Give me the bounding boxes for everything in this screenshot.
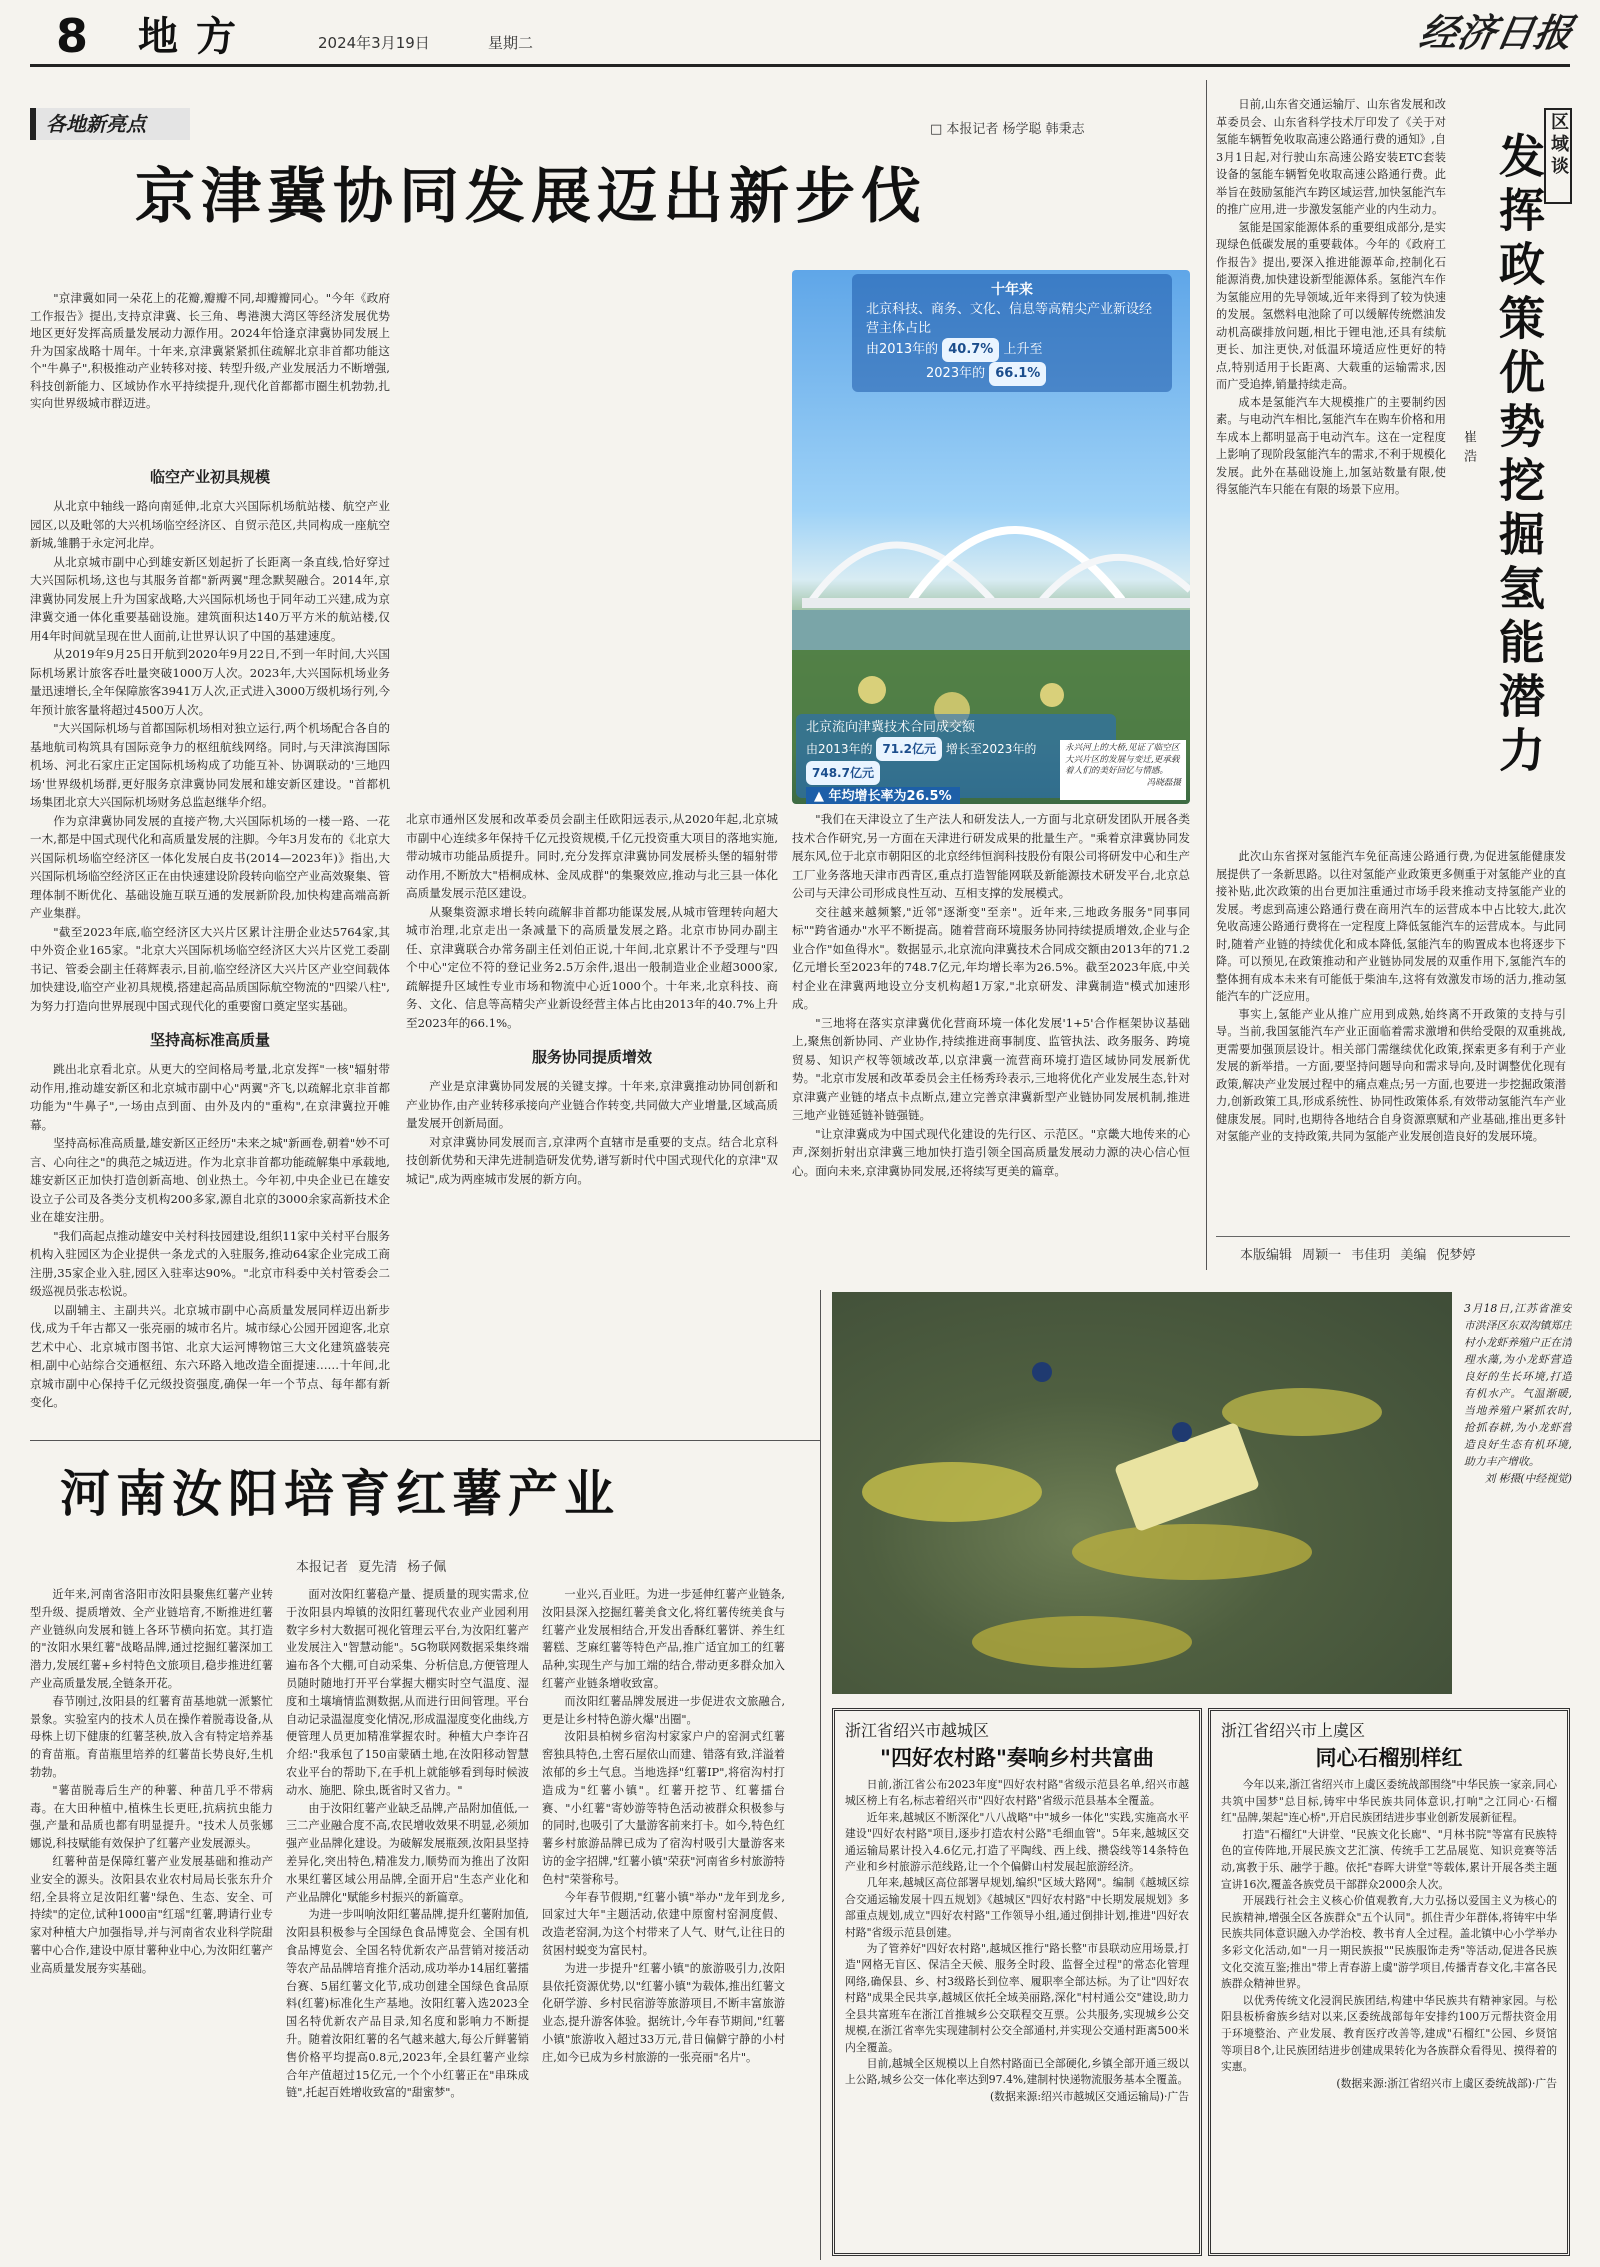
worker [1172,1422,1192,1442]
paragraph: 从聚集资源求增长转向疏解非首都功能谋发展,从城市管理转向超大城市治理,北京走出一条减量下的高质量发展之路。北京市协同办副主任、京津冀联合办常务副主任刘伯正说,十年间,北京累计不予受理与"四个中心"定位不符的登记业务2.5万余件,退出一般制造业企业超3000家,疏解提升区域性专业市场和物流中心近1000个。十年来,北京科技、商务、文化、信息等高精尖产业新设经营主体占比由2013年的40.7%上升至2023年的66.1%。 [406,904,778,1030]
paragraph: 坚持高标准高质量,雄安新区正经历"未来之城"新画卷,朝着"妙不可言、心向往之"的典范之城迈进。作为北京非首都功能疏解集中承载地,雄安新区正加快打造创新高地、创业热土。今年初,中央企业已在雄安设立子公司及各类分支机构200多家,源自北京的3000余家高新技术企业在雄安注册。 [30,1136,390,1224]
yuecheng-source [845,2089,1189,2105]
paragraph: "三地将在落实京津冀优化营商环境一体化发展'1+5'合作框架协议基础上,聚焦创新协同、产业协作,持续推进商事制度、监管执法、政务服务、跨境贸易、知识产权等领域改革,以京津冀一流营商环境打造区域协同发展新优势。"北京市发展和改革委员会主任杨秀玲表示,三地将优化产业发展生态,针对京津冀产业链的堵点卡点断点,建立完善京津冀新型产业链协同发展机制,推进三地产业链延链补链强链。 [792,1015,1190,1122]
section-divider [30,1440,820,1441]
shangyu-region: 浙江省绍兴市上虞区 [1221,1721,1366,1740]
paragraph: 北京市通州区发展和改革委员会副主任欧阳远表示,从2020年起,北京城市副中心连续多年保持千亿元投资规模,千亿元投资重大项目的落地实施,带动城市功能品质提升。同时,充分发挥京津冀协同发展桥头堡的辐射带动作用,不断放大"梧桐成林、金凤成群"的集聚效应,推动与北三县一体化高质量发展示范区建设。 [406,812,778,900]
page-number: 8 [56,9,89,63]
paragraph: 氢能是国家能源体系的重要组成部分,是实现绿色低碳发展的重要载体。今年的《政府工作报告》提出,要深入推进能源革命,控制化石能源消费,加快建设新型能源体系。氢能汽车作为氢能应用的先导领域,近年来得到了较为快速的发展。氢燃料电池除了可以缓解传统燃油发动机高碳排放问题,相比于锂电池,还具有续航更长、加注更快,对低温环境适应性更好的特点,特别适用于长距离、大载重的运输需求,因而广受追捧,销量持续走高。 [1216,220,1446,391]
shangyu-ad-mark: ·广告 [1531,2076,1557,2090]
lead-headline: 京津冀协同发展迈出新步伐 [135,162,927,232]
yuecheng-ad-mark: ·广告 [1163,2089,1189,2103]
algae-patch [862,1462,1042,1522]
paragraph: 春节刚过,汝阳县的红薯育苗基地就一派繁忙景象。实验室内的技术人员在操作着脱毒设备,从母株上切下健康的红薯茎秧,放入含有特定培养基的育苗瓶。育苗瓶里培养的红薯苗长势良好,生机勃勃。 [30,1694,273,1779]
paragraph: 事实上,氢能产业从推广应用到成熟,始终离不开政策的支持与引导。当前,我国氢能汽车产业正面临着需求激增和供给受限的双重挑战,更需要加强顶层设计。相关部门需继续优化政策,探索更多有利于产业发展的新举措。一方面,要坚持问题导向和需求导向,及时调整优化现有政策,解决产业发展过程中的痛点难点;另一方面,也要进一步挖掘政策潜力,创新政策工具,形成系统性、协同性政策体系,有效带动氢能汽车产业健康发展。同时,也期待各地结合自身资源禀赋和产业基础,推出更多针对氢能产业的支持政策,共同为氢能产业发展创造良好的发展环境。 [1216,1007,1566,1143]
column-divider [1206,80,1207,1270]
worker [1032,1362,1052,1382]
paragraph: 目前,越城全区规模以上自然村路面已全部硬化,乡镇全部开通三级以上公路,城乡公交一体化率达到97.4%,建制村快递物流服务基本全覆盖。 [845,2056,1189,2087]
paragraph: 红薯种苗是保障红薯产业发展基础和推动产业安全的源头。汝阳县农业农村局局长张东升介绍,全县将立足汝阳红薯"绿色、生态、安全、可持续"的定位,试种1000亩"红瑶"红薯,聘请行业专家对种植大户加强指导,并与河南省农业科学院甜薯中心合作,建设中原甘薯种业中心,为汝阳红薯产业高质量发展夯实基础。 [30,1854,273,1975]
pond-illustration [832,1292,1452,1694]
stat-top-from-value: 40.7% [942,338,999,362]
paragraph: 面对汝阳红薯稳产量、提质量的现实需求,位于汝阳县内埠镇的汝阳红薯现代农业产业园利用数字乡村大数据可视化管理云平台,为汝阳红薯产业发展注入"智慧动能"。5G物联网数据采集终端遍布各个大棚,可自动采集、分析信息,方便管理人员随时随地打开平台掌握大棚实时空气温度、湿度和土壤墒情监测数据,从而进行田间管理。平台自动记录温湿度变化情况,形成温湿度变化曲线,方便管理人员更加精准掌握农时。种植大户李许召介绍:"我承包了150亩蒙硒土地,在汝阳移动智慧农业平台的帮助下,在手机上就能够看到每时候波动水、施肥、除虫,既省时又省力。" [286,1588,529,1797]
photo-caption-box [1060,740,1186,800]
lead-column-1 [30,466,390,1436]
paragraph: 从北京城市副中心到雄安新区划起折了长距离一条直线,恰好穿过大兴国际机场,这也与其服务首都"新两翼"理念默契融合。2014年,京津冀协同发展上升为国家战略,大兴国际机场也于同年动工兴建,成为京津冀交通一体化重要基础设施。建筑面积达140万平方米的航站楼,仅用4年时间就呈现在世人面前,让世界认识了中国的基建速度。 [30,554,390,643]
paragraph: 为进一步提升"红薯小镇"的旅游吸引力,汝阳县依托资源优势,以"红薯小镇"为载体,推出红薯文化研学游、乡村民宿游等旅游项目,不断丰富旅游业态,提升游客体验。据统计,今年春节期间,"红薯小镇"旅游收入超过33万元,昔日偏僻宁静的小村庄,如今已成为乡村旅游的一张亮丽"名片"。 [542,1961,785,2064]
paragraph: 几年来,越城区高位部署早规划,编织"区域大路网"。编制《越城区综合交通运输发展十四五规划》《越城区"四好农村路"中长期发展规划》多部重点规划,成立"四好农村路"工作领导小组,通过倒排计划,推进"四好农村路"省级示范县创建。 [845,1876,1189,1939]
stat-bottom-text: 北京流向津冀技术合同成交额 [806,720,976,735]
stat-top-row2 [866,362,1158,386]
paragraph: 近年来,越城区不断深化"八八战略"中"城乡一体化"实践,实施高水平建设"四好农村路"项目,逐步打造农村公路"毛细血管"。5年来,越城区交通运输局累计投入4.6亿元,打造了平陶线、西上线、攒袋线等14条特色产业和乡村旅游示范线路,让一个个偏僻山村发展起旅游经济。 [845,1810,1189,1874]
paragraph: 由于汝阳红薯产业缺乏品牌,产品附加值低,一三二产业融合度不高,农民增收效果不明显,必须加强产业品牌化建设。为破解发展瓶颈,汝阳县坚持差异化,突出特色,精准发力,顺势而为推出了汝阳水果红薯区域公用品牌,全面开启"生态产业化和产业品牌化"赋能乡村振兴的新篇章。 [286,1801,529,1904]
henan-headline: 河南汝阳培育红薯产业 [60,1465,620,1523]
stat-bottom-to-value: 748.7亿元 [806,761,880,785]
paragraph: 日前,浙江省公布2023年度"四好农村路"省级示范县名单,绍兴市越城区榜上有名,标志着绍兴市"四好农村路"省级示范县基本全覆盖。 [845,1778,1189,1808]
paragraph: 近年来,河南省洛阳市汝阳县聚焦红薯产业转型升级、提质增效、全产业链培育,不断推进红薯产业链纵向发展和链上各环节横向拓宽。其打造的"汝阳水果红薯"战略品牌,通过挖掘红薯深加工潜力,发展红薯+乡村特色文旅项目,稳步推进红薯产业高质量发展,全链条开花。 [30,1588,273,1690]
paragraph: 日前,山东省交通运输厅、山东省发展和改革委员会、山东省科学技术厅印发了《关于对氢能车辆暂免收取高速公路通行费的通知》,自3月1日起,对行驶山东高速公路安装ETC套装设备的氢能车辆暂免收取高速公路通行费。此举旨在鼓励氢能汽车跨区域运营,加快氢能汽车的推广应用,进一步激发氢能产业的内生动力。 [1216,98,1446,216]
column-divider [820,1290,821,2260]
algae-patch [972,1616,1192,1668]
stat-bottom-rate-text: 年均增长率为26.5% [828,789,952,804]
paragraph: 今年以来,浙江省绍兴市上虞区委统战部围绕"中华民族一家亲,同心共筑中国梦"总目标,铸牢中华民族共同体意识,打响"之江同心·石榴红"品牌,架起"连心桥",开启民族团结进步事业创新发展新征程。 [1221,1778,1557,1825]
algae-patch [1072,1524,1312,1580]
paragraph: 跳出北京看北京。从更大的空间格局考量,北京发挥"一核"辐射带动作用,推动雄安新区和北京城市副中心"两翼"齐飞,以疏解北京非首都功能为"牛鼻子",一场由点到面、由外及内的"重构",在京津冀拉开帷幕。 [30,1062,390,1132]
section-heading: 临空产业初具规模 [149,468,270,486]
paragraph: 汝阳县柏树乡宿沟村家家户户的窑洞式红薯窖独具特色,土窖石屋依山而建、错落有致,洋溢着浓郁的乡土气息。当地选择"红薯IP",将宿沟村打造成为"红薯小镇"。红薯开挖节、红薯擂台赛、"小红薯"寄妙游等特色活动被群众积极参与的同时,也吸引了大量游客前来打卡。如今,特色红薯乡村旅游品牌已成为了宿沟村吸引大量游客来访的金字招牌,"红薯小镇"荣获"河南省乡村旅游特色村"荣誉称号。 [542,1730,785,1886]
paragraph: 从北京中轴线一路向南延伸,北京大兴国际机场航站楼、航空产业园区,以及毗邻的大兴机场临空经济区、自贸示范区,共同构成一座航空新城,雏鹏于永定河北岸。 [30,499,390,550]
paragraph: 今年春节假期,"红薯小镇"举办"龙年到龙乡,回家过大年"主题活动,依建中原窗村窑洞度假、改造老窑洞,为这个村带来了人气、财气,让往日的贫困村蜕变为富民村。 [542,1890,785,1957]
shrub [1040,683,1064,707]
stat-bottom-rate: ▲ 年均增长率为26.5% [806,787,960,804]
paragraph: 为了管养好"四好农村路",越城区推行"路长整"市县联动应用场景,打造"网格无盲区、保洁全天候、服务全时段、监督全过程"的常态化管理网络,确保县、乡、村3级路长到位率、履职率全部达标。为了让"四好农村路"成果全民共享,越城区依托全域美丽路,深化"村村通公交"建设,助力全县共富班车在浙江首推城乡公交联程交互票。公共服务,实现城乡公交规模,在浙江省率先实现建制村公交全部通村,并实现公交通村距离500米内全覆盖。 [845,1942,1189,2054]
stat-panel-top [852,274,1172,392]
sidebar-headline: 发挥政策优势挖掘氢能潜力 [1492,132,1546,780]
photo2-caption-text: 3月18日,江苏省淮安市洪泽区东双沟镇郑庄村小龙虾养殖户正在清理水藻,为小龙虾营造良好的生长环境,打造有机水产。气温渐暖,当地养殖户紧抓农时,抢抓春耕,为小龙虾营造良好生态有机环境,助力丰产增收。 [1464,1302,1572,1468]
shrub [858,676,886,704]
lead-photo [792,270,1190,804]
bridge-deck [802,598,1190,608]
lead-column-2 [406,810,778,1436]
masthead-rule [30,64,1570,67]
paper-logo: 经济日报 [1416,10,1577,55]
photo-credit: 冯晓磊摄 [1146,777,1181,788]
paragraph: 产业是京津冀协同发展的关键支撑。十年来,京津冀推动协同创新和产业协作,由产业转移承接向产业链合作转变,共同做大产业增量,区域高质量发展开创新局面。 [406,1079,778,1130]
paragraph: 一业兴,百业旺。为进一步延伸红薯产业链条,汝阳县深入挖掘红薯美食文化,将红薯传统美食与红薯产业发展相结合,开发出香酥红薯饼、养生红薯糕、芝麻红薯等特色产品,推广适宜加工的红薯品种,实现生产与加工端的结合,带动更多群众加入红薯产业链条增收致富。 [542,1588,785,1690]
paragraph: "我们在天津设立了生产法人和研发法人,一方面与北京研发团队开展各类技术合作研究,另一方面在天津进行研发成果的批量生产。"乘着京津冀协同发展东风,位于北京市朝阳区的北京经纬恒润科技股份有限公司将研发中心和生产工厂业务落地天津市西青区,重点打造智能网联及新能源技术研发平台,北京总公司与天津公司形成良性互动、互相支撑的发展模式。 [792,812,1190,900]
paragraph: 为进一步叫响汝阳红薯品牌,提升红薯附加值,汝阳县积极参与全国绿色食品博览会、全国有机食品博览会、全国名特优新农产品营销对接活动等农产品品牌培育推介活动,成功举办14届红薯擂台赛、5届红薯文化节,成功创建全国绿色食品原料(红薯)标准化生产基地。汝阳红薯入选2023全国名特优新农产品目录,知名度和影响力不断提升。随着汝阳红薯的名气越来越大,每公斤鲜薯销售价格平均提高0.8元,2023年,全县红薯产业综合年产值超过15亿元,一个个小红薯正在"串珠成链",托起百姓增收致富的"甜蜜梦"。 [286,1908,529,2100]
algae-patch [1222,1388,1382,1436]
sidebar-body-wide [1216,848,1566,1218]
sidebar-tag-text: 区域谈 [1548,112,1569,178]
photo2-credit: 刘 彬摄(中经视觉) [1484,1472,1572,1485]
river [792,610,1190,650]
yuecheng-box [832,1708,1202,2256]
section-name: 地方 [138,14,254,60]
paragraph: 此次山东省探对氢能汽车免征高速公路通行费,为促进氢能健康发展提供了一条新思路。以往对氢能产业政策更多侧重于对氢能产业的直接补贴,此次政策的出台更加注重通过市场手段来推动支持氢能产业的发展。考虑到高速公路通行费在商用汽车的运营成本中占比较大,此次免收高速公路通行费将在一定程度上降低氢能汽车的运营成本。与此同时,随着产业链的持续优化和成本降低,氢能汽车的购置成本也将逐步下降。可以预见,在政策推动和产业链协同发展的双重作用下,氢能汽车的整体拥有成本未来有可能低于柴油车,这将有效激发市场的活力,推动氢能汽车的广泛应用。 [1216,850,1566,1003]
stat-bottom-from-value: 71.2亿元 [876,737,942,761]
stat-top-mid: 上升至 [1003,342,1043,357]
yuecheng-source-text: (数据来源:绍兴市越城区交通运输局) [989,2089,1164,2103]
henan-column-3 [542,1586,785,2246]
stat-bottom-from-label: 由2013年的 [806,742,873,756]
photo2-caption [1464,1300,1572,1692]
paragraph: 交往越来越频繁,"近邻"逐渐变"至亲"。近年来,三地政务服务"同事同标""跨省通办"水平不断提高。随着营商环境服务协同持续提质增效,企业与企业合作"如鱼得水"。数据显示,北京流向津冀技术合同成交额由2013年的71.2亿元增长至2023年的748.7亿元,年均增长率为26.5%。截至2023年底,中关村企业在津冀两地设立分支机构超1万家,"北京研发、津冀制造"模式加速形成。 [792,904,1190,1011]
shangyu-headline: 同心石榴别样红 [1315,1746,1463,1770]
shangyu-source [1221,2076,1557,2092]
stat-top-row1 [866,338,1158,362]
paragraph: "大兴国际机场与首都国际机场相对独立运行,两个机场配合各自的基地航司构筑具有国际竞争力的枢纽航线网络。同时,与天津滨海国际机场、河北石家庄正定国际机场构成了功能互补、协调联动的'三地四场'世界级机场群,更好服务京津冀协同发展和雄安新区建设。"首都机场集团北京大兴国际机场财务总监赵继华介绍。 [30,721,390,809]
lead-byline [930,118,1085,137]
paragraph: 对京津冀协同发展而言,京津两个直辖市是重要的支点。结合北京科技创新优势和天津先进制造研发优势,谱写新时代中国式现代化的京津"双城记",成为两座城市发展的新方向。 [406,1134,778,1186]
paragraph: 从2019年9月25日开航到2020年9月22日,不到一年时间,大兴国际机场累计旅客吞吐量突破1000万人次。2023年,大兴国际机场业务量迅速增长,全年保障旅客3941万人次,正式进入3000万级机场行列,今年预计旅客量将超过4500万人次。 [30,647,390,717]
stat-top-from-label: 由2013年的 [866,342,939,357]
paragraph: 以副辅主、主副共兴。北京城市副中心高质量发展同样迈出新步伐,成为千年古都又一张亮丽的城市名片。城市绿心公园开园迎客,北京艺术中心、北京城市图书馆、北京大运河博物馆三大文化建筑盛装亮相,副中心站综合交通枢纽、东六环路入地改造全面提速……十年间,北京城市副中心保持千亿元级投资强度,确保一年一个节点、每年都有新变化。 [30,1302,390,1409]
henan-column-1 [30,1586,273,2246]
shangyu-source-text: (数据来源:浙江省绍兴市上虞区委统战部) [1336,2076,1532,2090]
masthead [0,0,1600,66]
stat-top-badge: 十年来 [991,282,1033,298]
paragraph: 打造"石榴红"大讲堂、"民族文化长廊"、"月林书院"等富有民族特色的宣传阵地,开展民族文艺汇演、传统手工艺品展览、知识竞赛等活动,寓教于乐、融学于趣。依托"春晖大讲堂"等载体,累计开展各类主题宣讲16次,覆盖各族党员干部群众2000余人次。 [1221,1827,1557,1891]
paragraph: "我们高起点推动雄安中关村科技园建设,组织11家中关村平台服务机构入驻园区为企业提供一条龙式的入驻服务,推动64家企业完成工商注册,35家企业入驻,园区入驻率达90%。"北京市科委中关村管委会二级巡视员张志松说。 [30,1228,390,1298]
sidebar-author: 崔浩 [1461,430,1476,468]
column-tag [30,108,190,140]
issue-date: 2024年3月19日 [318,34,430,52]
paragraph: "截至2023年底,临空经济区大兴片区累计注册企业达5764家,其中外资企业165家。"北京大兴国际机场临空经济区大兴片区党工委副书记、管委会副主任蒋辉表示,目前,临空经济区大兴片区产业空间载体加快建设,临空产业初具规模,搭建起高品质国际航空物流的"四梁八柱",为努力打造向世界展现中国式现代化的重要窗口奠定坚实基础。 [30,924,390,1013]
shangyu-box [1208,1708,1570,2256]
yuecheng-headline: "四好农村路"奏响乡村共富曲 [880,1746,1154,1770]
stat-bottom-mid: 增长至2023年的 [945,742,1037,756]
photo-caption: 永兴河上的大桥,见证了临空区大兴片区的发展与变迁,更承载着人们的美好回忆与情感。 [1065,743,1180,776]
byline-square-icon: □ [930,122,947,137]
paragraph: 开展践行社会主义核心价值观教育,大力弘扬以爱国主义为核心的民族精神,增强全区各族群众"五个认同"。抓住青少年群体,将铸牢中华民族共同体意识融入办学治校、教书育人全过程。盖北镇中心小学举办多彩文化活动,如"一月一期民族报""民族服饰走秀"等活动,促进各民族文化交流互鉴;推出"带上青春游上虞"游学项目,传播青春文化,丰富各民族群众精神世界。 [1221,1894,1557,1991]
paragraph: "薯苗脱毒后生产的种薯、种苗几乎不带病毒。在大田种植中,植株生长更旺,抗病抗虫能力强,产量和品质也都有明显提升。"技术人员张娜娜说,科技赋能有效保护了红薯产业发展源头。 [30,1783,273,1851]
lead-intro: "京津冀如同一朵花上的花瓣,瓣瓣不同,却瓣瓣同心。"今年《政府工作报告》提出,支持京津冀、长三角、粤港澳大湾区等经济发展优势地区更好发挥高质量发展动力源作用。2024年恰逢京津冀协同发展上升为国家战略十周年。十年来,京津冀紧紧抓住疏解北京非首都功能这个"牛鼻子",积极推动产业转移对接、转型升级,产业发展活力不断增强,科技创新能力、区域协作水平持续提升,现代化首都都市圈生机勃勃,扎实向世界级城市群迈进。 [30,291,390,410]
stat-top-to-label: 2023年的 [926,366,986,381]
henan-byline: 本报记者 夏先清 杨子佩 [296,1560,447,1575]
stat-top-to-value: 66.1% [989,362,1046,386]
page-editors: 本版编辑 周颖一 韦佳玥 美编 倪梦婷 [1240,1248,1476,1263]
paragraph: 而汝阳红薯品牌发展进一步促进农文旅融合,更是让乡村特色游火爆"出圈"。 [542,1694,785,1726]
issue-weekday: 星期二 [488,34,534,52]
column-tag-text: 各地新亮点 [46,112,146,136]
section-heading: 服务协同提质增效 [531,1048,652,1066]
bridge-arch-left [812,545,992,600]
paragraph: 以优秀传统文化浸润民族团结,构建中华民族共有精神家园。与松阳县板桥畲族乡结对以来,区委统战部每年安排约100万元帮扶资金用于环境整治、产业发展、教育医疗改善等,建成"石榴红"公园、乡贤馆等项目8个,让民族团结进步创建成果转化为各族群众看得见、摸得着的实惠。 [1221,1993,1557,2074]
crayfish-farm-photo [832,1292,1452,1694]
stat-top-text: 北京科技、商务、文化、信息等高精尖产业新设经营主体占比 [866,302,1153,336]
henan-column-2 [286,1586,529,2246]
editors-rule [1216,1236,1570,1237]
section-heading: 坚持高标准高质量 [149,1031,270,1049]
paragraph: 作为京津冀协同发展的直接产物,大兴国际机场的一楼一路、一花一木,都是中国式现代化和高质量发展的注脚。今年3月发布的《北京大兴国际机场临空经济区一体化发展白皮书(2014—2023年)》指出,大兴国际机场临空经济区正在由快速建设阶段转向临空产业高效聚集、管理体制不断优化、基础设施互联互通的发展新阶段,加快构建高端高新产业集群。 [30,813,390,920]
sidebar-tag [1544,108,1572,204]
paragraph: "让京津冀成为中国式现代化建设的先行区、示范区。"京畿大地传来的心声,深刻折射出京津冀三地加快打造引领全国高质量发展动力源的决心信心恒心。面向未来,京津冀协同发展,还将续写更美的篇章。 [792,1126,1190,1178]
paragraph: 成本是氢能汽车大规模推广的主要制约因素。与电动汽车相比,氢能汽车在购车价格和用车成本上都明显高于电动汽车。这在一定程度上影响了现阶段氢能汽车的需求,不利于规模化发展。此外在基础设施上,加氢站数量有限,使得氢能汽车只能在有限的场景下应用。 [1216,395,1446,496]
yuecheng-region: 浙江省绍兴市越城区 [845,1721,990,1740]
lead-byline-text: 本报记者 杨学聪 韩秉志 [946,122,1085,137]
